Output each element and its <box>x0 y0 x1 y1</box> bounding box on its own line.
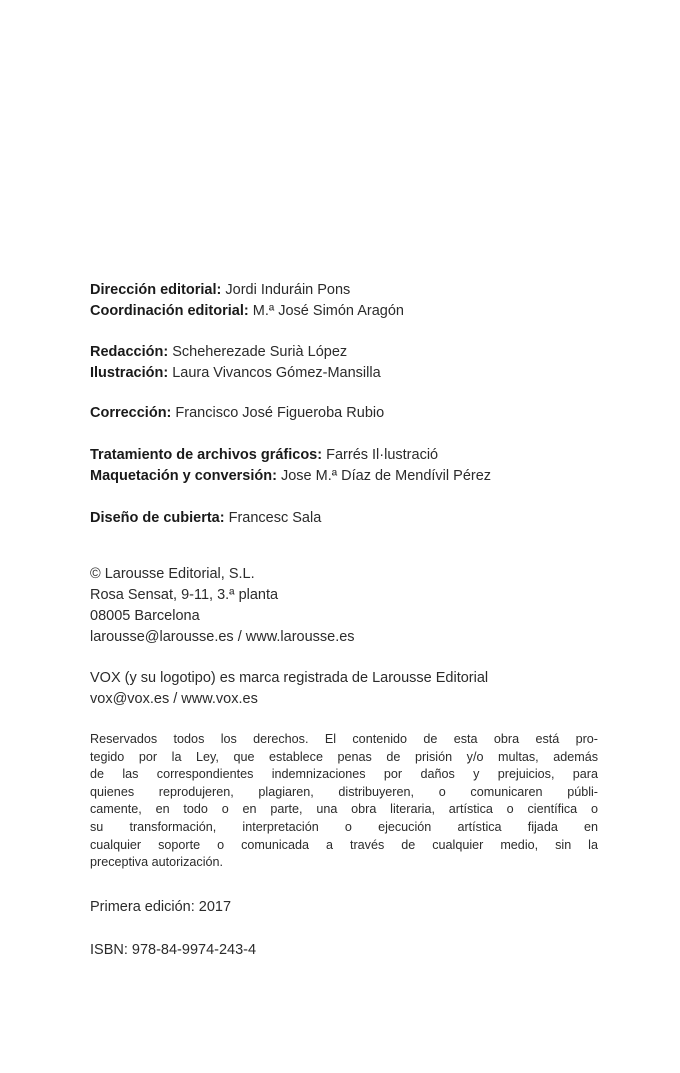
rights-line: de las correspondientes indemnizaciones por daños y prejuicios, para <box>90 767 598 782</box>
rights-line: quienes reprodujeren, plagiaren, distribuyeren, o comunicaren públi- <box>90 784 598 799</box>
credit-redaccion: Redacción: Scheherezade Surià López <box>90 344 348 360</box>
rights-line: Reservados todos los derechos. El contenido de esta obra está pro- <box>90 732 598 746</box>
rights-line: su transformación, interpretación o ejecución artística fijada en <box>90 819 598 834</box>
contact: larousse@larousse.es / www.larousse.es <box>90 629 355 645</box>
credit-ilustracion: Ilustración: Laura Vivancos Gómez-Mansilla <box>90 365 381 381</box>
rights-line: preceptiva autorización. <box>90 855 224 870</box>
rights-line: cualquier soporte o comunicada a través de cualquier medio, sin la <box>90 837 598 852</box>
rights-line: tegido por la Ley, que establece penas de prisión y/o multas, además <box>90 749 598 764</box>
address: Rosa Sensat, 9-11, 3.ª planta <box>90 587 279 603</box>
copyright: © Larousse Editorial, S.L. <box>90 566 255 582</box>
edition: Primera edición: 2017 <box>90 899 232 915</box>
credit-tratamiento: Tratamiento de archivos gráficos: Farrés Il·lustració <box>90 447 439 463</box>
trademark-contact: vox@vox.es / www.vox.es <box>90 691 258 707</box>
city: 08005 Barcelona <box>90 608 200 624</box>
rights-line: camente, en todo o en parte, una obra literaria, artística o científica o <box>90 802 598 817</box>
credit-diseno: Diseño de cubierta: Francesc Sala <box>90 510 322 526</box>
rights-paragraph <box>90 731 598 872</box>
credit-coordinacion: Coordinación editorial: M.ª José Simón Aragón <box>90 303 404 319</box>
isbn: ISBN: 978-84-9974-243-4 <box>90 942 257 958</box>
credit-maquetacion: Maquetación y conversión: Jose M.ª Díaz de Mendívil Pérez <box>90 468 492 484</box>
credit-direccion: Dirección editorial: Jordi Induráin Pons <box>90 282 351 298</box>
credit-correccion: Corrección: Francisco José Figueroba Rubio <box>90 405 385 421</box>
trademark-line: VOX (y su logotipo) es marca registrada de Larousse Editorial <box>90 670 489 686</box>
